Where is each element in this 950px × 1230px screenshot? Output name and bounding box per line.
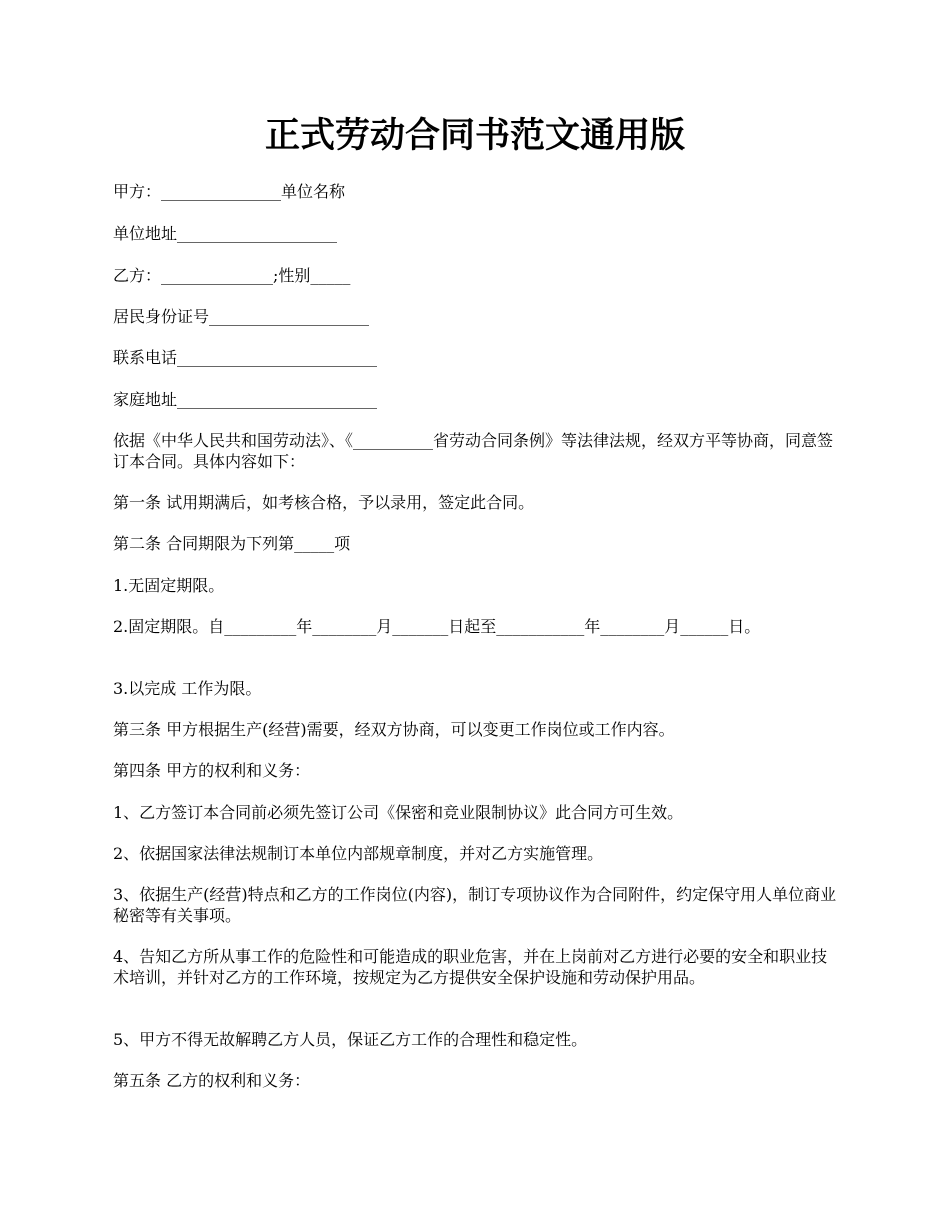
term-option-2: 2.固定期限。自_________年________月_______日起至___________年________月______日。 [113,617,761,636]
party-b-line: 乙方：______________;性别_____ [113,266,351,285]
article-4-item-5: 5、甲方不得无故解聘乙方人员，保证乙方工作的合理性和稳定性。 [113,1030,588,1049]
article-3: 第三条 甲方根据生产(经营)需要，经双方协商，可以变更工作岗位或工作内容。 [113,720,675,739]
term-option-3: 3.以完成 工作为限。 [113,679,262,698]
phone-line: 联系电话_________________________ [113,348,378,367]
article-4: 第四条 甲方的权利和义务： [113,761,311,780]
article-5: 第五条 乙方的权利和义务： [113,1071,311,1090]
term-option-1: 1.无固定期限。 [113,576,225,595]
home-address-line: 家庭地址_________________________ [113,390,378,409]
article-1: 第一条 试用期满后，如考核合格，予以录用，签定此合同。 [113,493,535,512]
article-4-item-4: 4、告知乙方所从事工作的危险性和可能造成的职业危害，并在上岗前对乙方进行必要的安全和职业技术培训，并针对乙方的工作环境，按规定为乙方提供安全保护设施和劳动保护用品。 [113,947,828,987]
preamble-paragraph: 依据《中华人民共和国劳动法》、《__________省劳动合同条例》等法律法规，经双方平等协商，同意签订本合同。具体内容如下： [113,431,834,471]
party-a-line: 甲方：_______________单位名称 [113,182,346,201]
employer-address-line: 单位地址____________________ [113,224,338,243]
article-4-item-1: 1、乙方签订本合同前必须先签订公司《保密和竞业限制协议》此合同方可生效。 [113,803,684,822]
article-4-item-3: 3、依据生产(经营)特点和乙方的工作岗位(内容)，制订专项协议作为合同附件，约定保守用人单位商业秘密等有关事项。 [113,885,837,925]
article-4-item-2: 2、依据国家法律法规制订本单位内部规章制度，并对乙方实施管理。 [113,844,604,863]
document-title: 正式劳动合同书范文通用版 [264,116,685,156]
id-number-line: 居民身份证号____________________ [113,307,370,326]
article-2: 第二条 合同期限为下列第_____项 [113,534,351,553]
